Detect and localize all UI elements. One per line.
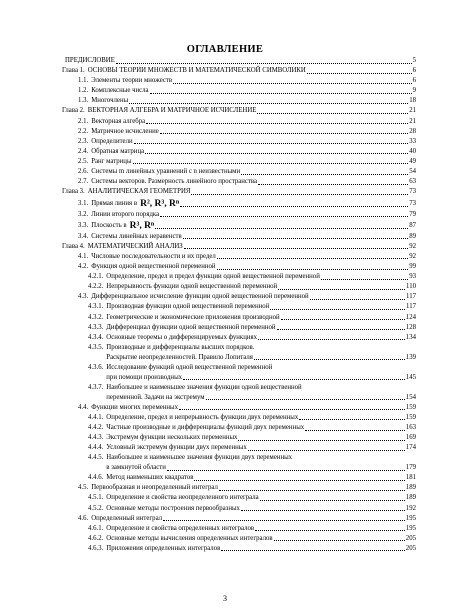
toc-entry-title: Основные методы построения первообразных: [106, 504, 240, 512]
toc-entry-number: 4.3.6.: [88, 363, 104, 371]
toc-entry-title: Ранг матрицы: [91, 157, 132, 165]
toc-entry-title-continued: переменной. Задачи на экстремум: [106, 393, 205, 401]
dot-leader: [254, 359, 405, 360]
toc-entry-number: 4.6.3.: [88, 544, 104, 552]
toc-entry[interactable]: [62, 66, 416, 76]
toc-entry[interactable]: [62, 220, 416, 232]
toc-entry-title: Производные и дифференциалы высших порядков.: [106, 343, 255, 351]
toc-entry-page: 40: [409, 147, 416, 155]
toc-entry-number: 1.1.: [78, 77, 89, 85]
dot-leader: [206, 399, 405, 400]
toc-entry-page: 128: [405, 323, 416, 331]
toc-entry[interactable]: [62, 433, 416, 443]
toc-entry-number: 3.1.: [78, 199, 89, 207]
toc-entry-page: 159: [405, 413, 416, 421]
toc-entry-math: R³, Rⁿ: [129, 220, 155, 231]
dot-leader: [217, 269, 409, 270]
toc-entry-title: Определители: [91, 137, 133, 145]
toc-entry-page: 134: [405, 333, 416, 341]
toc-entry-page: 92: [409, 252, 416, 260]
toc-entry-page: 6: [412, 67, 416, 75]
dot-leader: [278, 289, 405, 290]
table-of-contents: [62, 56, 416, 554]
toc-entry[interactable]: [62, 137, 416, 147]
toc-entry-number: 4.4.1.: [88, 413, 104, 421]
toc-entry-number: 4.4.4.: [88, 444, 104, 452]
toc-entry-title: Приложения определенных интегралов: [106, 544, 221, 552]
toc-entry-title: Первообразная и неопределенный интеграл: [91, 484, 218, 492]
dot-leader: [277, 329, 405, 330]
dot-leader: [255, 530, 405, 531]
toc-entry-page: 205: [405, 544, 416, 552]
toc-entry-number: 4.3.4.: [88, 333, 104, 341]
dot-leader: [183, 238, 409, 239]
toc-entry-number: 3.4.: [78, 232, 89, 240]
dot-leader: [281, 319, 405, 320]
toc-entry-page: 87: [409, 221, 416, 229]
dot-leader: [155, 228, 408, 229]
toc-entry[interactable]: [62, 272, 416, 282]
dot-leader: [221, 550, 405, 551]
toc-entry-title: Многочлены: [91, 97, 129, 105]
toc-entry-page: 117: [406, 293, 416, 301]
toc-entry-number: 4.2.1.: [88, 273, 104, 281]
toc-entry-math: R², R³, Rⁿ: [140, 198, 180, 209]
toc-entry-page: 145: [405, 373, 416, 381]
dot-leader: [133, 163, 409, 164]
toc-entry-number: 4.5.1.: [88, 494, 104, 502]
dot-leader: [299, 419, 405, 420]
dot-leader: [270, 309, 405, 310]
toc-entry[interactable]: [62, 117, 416, 127]
toc-entry-title: Наибольшее и наименьшее значения функции одной вещественной: [106, 383, 302, 391]
toc-entry-page: 174: [405, 444, 416, 452]
toc-entry[interactable]: [62, 252, 416, 262]
toc-entry[interactable]: [62, 262, 416, 272]
toc-entry-page: 192: [405, 504, 416, 512]
toc-entry-title: Непрерывность функции одной вещественной переменной: [106, 283, 278, 291]
dot-leader: [116, 63, 412, 64]
toc-entry-title: Наибольшее и наименьшее значения функции двух переменных: [106, 454, 293, 462]
toc-entry[interactable]: [62, 197, 416, 209]
toc-entry[interactable]: [62, 167, 416, 177]
toc-entry-page: 79: [409, 210, 416, 218]
toc-entry-page: 54: [409, 168, 416, 176]
dot-leader: [274, 540, 405, 541]
toc-entry-number: Глава 2.: [62, 107, 85, 115]
dot-leader: [321, 279, 408, 280]
toc-entry-number: 4.4.5.: [88, 454, 104, 462]
toc-entry-page: 63: [409, 178, 416, 186]
toc-entry[interactable]: [62, 423, 416, 433]
toc-entry-page: 49: [409, 157, 416, 165]
dot-leader: [183, 379, 405, 380]
dot-leader: [160, 216, 408, 217]
toc-entry-page: 89: [409, 232, 416, 240]
toc-entry-number: 1.3.: [78, 97, 89, 105]
toc-entry[interactable]: [62, 453, 416, 473]
dot-leader: [163, 520, 405, 521]
toc-entry-page: 18: [409, 97, 416, 105]
toc-entry-number: 4.1.: [78, 252, 89, 260]
toc-entry-page: 73: [409, 188, 416, 196]
toc-entry[interactable]: [62, 483, 416, 493]
toc-entry[interactable]: [62, 187, 416, 197]
toc-entry[interactable]: [62, 302, 416, 312]
toc-entry[interactable]: [62, 524, 416, 534]
toc-entry[interactable]: [62, 403, 416, 413]
dot-leader: [217, 258, 408, 259]
dot-leader: [173, 83, 411, 84]
toc-entry-page: 181: [405, 474, 416, 482]
toc-entry-page: 195: [405, 514, 416, 522]
toc-entry-title-continued: в замкнутой области: [106, 464, 166, 472]
toc-entry-title: Определение и свойства определенных интегралов: [106, 524, 255, 532]
toc-entry-title: Обратная матрица: [91, 147, 145, 155]
dot-leader: [248, 450, 405, 451]
toc-entry-number: 1.2.: [78, 87, 89, 95]
toc-entry[interactable]: [62, 544, 416, 554]
toc-entry-number: 4.4.6.: [88, 474, 104, 482]
toc-entry-title: Комплексные числа: [91, 87, 149, 95]
toc-entry-page: 9: [412, 87, 416, 95]
toc-entry-page: 92: [409, 242, 416, 250]
toc-entry-number: 2.3.: [78, 137, 89, 145]
toc-entry-number: 3.3.: [78, 221, 89, 229]
toc-entry-title: Определение, предел и предел функции одной вещественной переменной: [106, 273, 320, 281]
dot-leader: [179, 409, 405, 410]
toc-entry-title: Экстремум функции нескольких переменных: [106, 434, 238, 442]
toc-entry-page: 117: [406, 303, 416, 311]
toc-entry-number: Глава 3.: [62, 188, 85, 196]
toc-entry-title: Определение и свойства неопределенного интеграла: [106, 494, 259, 502]
toc-entry-title: Метод наименьших квадратов: [106, 474, 194, 482]
toc-entry[interactable]: [62, 76, 416, 86]
toc-entry[interactable]: [62, 177, 416, 187]
toc-heading: ОГЛАВЛЕНИЕ: [186, 44, 264, 55]
toc-entry[interactable]: [62, 514, 416, 524]
toc-entry-title: Основные методы вычисления определенных интегралов: [106, 534, 273, 542]
toc-entry[interactable]: [62, 106, 416, 116]
toc-entry-title: Исследование функций одной вещественной переменной: [106, 363, 273, 371]
toc-entry-title: Числовые последовательности и их предел: [91, 252, 216, 260]
toc-entry-page: 205: [405, 534, 416, 542]
toc-entry-number: 4.2.2.: [88, 283, 104, 291]
toc-entry[interactable]: [62, 323, 416, 333]
toc-entry-title: Функции многих переменных: [91, 403, 179, 411]
toc-entry-title: Линии второго порядка: [91, 210, 160, 218]
toc-entry-number: 4.6.1.: [88, 524, 104, 532]
dot-leader: [310, 299, 405, 300]
toc-entry-number: 3.2.: [78, 210, 89, 218]
toc-entry-number: 4.3.7.: [88, 383, 104, 391]
toc-entry-page: 159: [405, 403, 416, 411]
toc-entry[interactable]: [62, 313, 416, 323]
toc-entry[interactable]: [62, 56, 416, 66]
dot-leader: [241, 510, 405, 511]
toc-entry[interactable]: [62, 534, 416, 544]
page-number: 3: [223, 594, 227, 603]
toc-entry-number: 4.3.3.: [88, 323, 104, 331]
toc-entry-number: 4.4.3.: [88, 434, 104, 442]
toc-entry-title: Системы линейных неравенств: [91, 232, 182, 240]
toc-entry-page: 124: [405, 313, 416, 321]
toc-entry[interactable]: [62, 443, 416, 453]
toc-entry-title: Производная функции одной вещественной переменной: [106, 303, 270, 311]
toc-entry-number: 4.3.: [78, 293, 89, 301]
dot-leader: [258, 184, 408, 185]
dot-leader: [257, 113, 408, 114]
toc-entry[interactable]: [62, 413, 416, 423]
dot-leader: [258, 339, 405, 340]
dot-leader: [150, 93, 412, 94]
toc-entry-number: 2.5.: [78, 157, 89, 165]
toc-entry-page: 139: [405, 353, 416, 361]
toc-entry-page: 73: [409, 199, 416, 207]
toc-entry-number: 4.5.2.: [88, 504, 104, 512]
toc-entry-title: Основные теоремы о дифференцируемых функциях: [106, 333, 258, 341]
toc-entry-number: 2.7.: [78, 178, 89, 186]
toc-entry-title: Прямая линия в: [91, 199, 138, 207]
toc-entry[interactable]: [62, 282, 416, 292]
toc-entry-title: Условный экстремум функции двух переменных: [106, 444, 247, 452]
toc-entry-number: 2.4.: [78, 147, 89, 155]
toc-entry-page: 195: [405, 524, 416, 532]
toc-entry-page: 21: [409, 117, 416, 125]
toc-entry-title: Дифференциальное исчисление функции одной вещественной переменной: [91, 293, 309, 301]
toc-entry-page: 93: [409, 273, 416, 281]
toc-entry-page: 189: [405, 484, 416, 492]
toc-entry[interactable]: [62, 343, 416, 363]
toc-entry-title: ОСНОВЫ ТЕОРИИ МНОЖЕСТВ И МАТЕМАТИЧЕСКОЙ СИМВОЛИКИ: [87, 67, 306, 75]
toc-entry-title: АНАЛИТИЧЕСКАЯ ГЕОМЕТРИЯ: [87, 188, 191, 196]
toc-entry-title: Определение, предел и непрерывность функции двух переменных: [106, 413, 299, 421]
toc-entry-page: 5: [412, 57, 416, 64]
toc-entry[interactable]: [62, 232, 416, 242]
toc-entry-number: 4.6.: [78, 514, 89, 522]
toc-entry-number: 4.5.: [78, 484, 89, 492]
toc-entry-title-continued: при помощи производных: [106, 373, 183, 381]
toc-entry-page: 163: [405, 424, 416, 431]
toc-entry-number: 4.3.5.: [88, 343, 104, 351]
toc-entry[interactable]: [62, 473, 416, 483]
toc-entry-number: 4.3.1.: [88, 303, 104, 311]
toc-entry[interactable]: [62, 292, 416, 302]
toc-entry-number: 4.4.: [78, 403, 89, 411]
dot-leader: [167, 470, 405, 471]
toc-entry[interactable]: [62, 157, 416, 167]
dot-leader: [305, 430, 405, 431]
toc-entry[interactable]: [62, 96, 416, 106]
dot-leader: [191, 194, 408, 195]
toc-entry-title: Геометрические и экономические приложения производной: [106, 313, 280, 321]
toc-entry[interactable]: [62, 333, 416, 343]
toc-entry-page: 110: [406, 283, 416, 291]
toc-entry-page: 21: [409, 107, 416, 115]
toc-entry-number: 2.1.: [78, 117, 89, 125]
dot-leader: [146, 123, 408, 124]
toc-entry[interactable]: [62, 493, 416, 503]
toc-entry-number: 2.2.: [78, 127, 89, 135]
toc-entry-number: Глава 4.: [62, 242, 85, 250]
toc-entry-title: Системы m линейных уравнений с n неизвестными: [91, 168, 241, 176]
toc-entry-title: Определенный интеграл: [91, 514, 163, 522]
toc-entry-number: 4.6.2.: [88, 534, 104, 542]
dot-leader: [219, 490, 405, 491]
toc-entry-page: 169: [405, 434, 416, 442]
toc-entry-title: ПРЕДИСЛОВИЕ: [65, 57, 115, 64]
dot-leader: [180, 206, 408, 207]
toc-entry-title: Плоскость в: [91, 221, 127, 229]
toc-entry-title: ВЕКТОРНАЯ АЛГЕБРА И МАТРИЧНОЕ ИСЧИСЛЕНИЕ: [87, 107, 257, 115]
dot-leader: [307, 73, 412, 74]
toc-entry[interactable]: [62, 363, 416, 383]
dot-leader: [238, 440, 404, 441]
toc-entry-title: Матричное исчисление: [91, 127, 159, 135]
toc-entry-title: Функция одной вещественной переменной: [91, 263, 216, 271]
toc-entry-page: 33: [409, 137, 416, 145]
toc-entry-number: 4.4.2.: [88, 424, 104, 431]
toc-entry[interactable]: [62, 383, 416, 403]
toc-entry-title: Дифференциал функции одной вещественной переменной: [106, 323, 276, 331]
toc-entry-title: Векторная алгебра: [91, 117, 146, 125]
toc-entry-title-continued: Раскрытие неопределенностей. Правило Лопиталя: [106, 353, 253, 361]
toc-entry-title: Частные производные и дифференциалы функций двух переменных: [106, 424, 305, 431]
toc-entry-page: 99: [409, 263, 416, 271]
dot-leader: [260, 500, 405, 501]
dot-leader: [129, 103, 408, 104]
dot-leader: [160, 133, 408, 134]
dot-leader: [194, 480, 404, 481]
toc-entry-page: 28: [409, 127, 416, 135]
toc-entry-number: Глава 1.: [62, 67, 85, 75]
toc-entry[interactable]: [62, 147, 416, 157]
toc-entry[interactable]: [62, 242, 416, 252]
toc-entry[interactable]: [62, 504, 416, 514]
toc-entry-number: 4.3.2.: [88, 313, 104, 321]
toc-entry-title: Системы векторов. Размерность линейного пространства: [91, 178, 258, 186]
toc-entry-number: 4.2.: [78, 263, 89, 271]
toc-entry-page: 154: [405, 393, 416, 401]
toc-entry[interactable]: [62, 127, 416, 137]
dot-leader: [145, 153, 408, 154]
toc-entry-number: 2.6.: [78, 168, 89, 176]
dot-leader: [134, 143, 409, 144]
toc-entry-page: 179: [405, 464, 416, 472]
toc-entry[interactable]: [62, 210, 416, 220]
toc-entry-page: 189: [405, 494, 416, 502]
toc-entry[interactable]: [62, 86, 416, 96]
toc-entry-title: МАТЕМАТИЧЕСКИЙ АНАЛИЗ: [87, 242, 183, 250]
toc-entry-title: Элементы теории множеств: [91, 77, 173, 85]
dot-leader: [184, 248, 409, 249]
toc-entry-page: 6: [412, 77, 416, 85]
dot-leader: [241, 174, 408, 175]
